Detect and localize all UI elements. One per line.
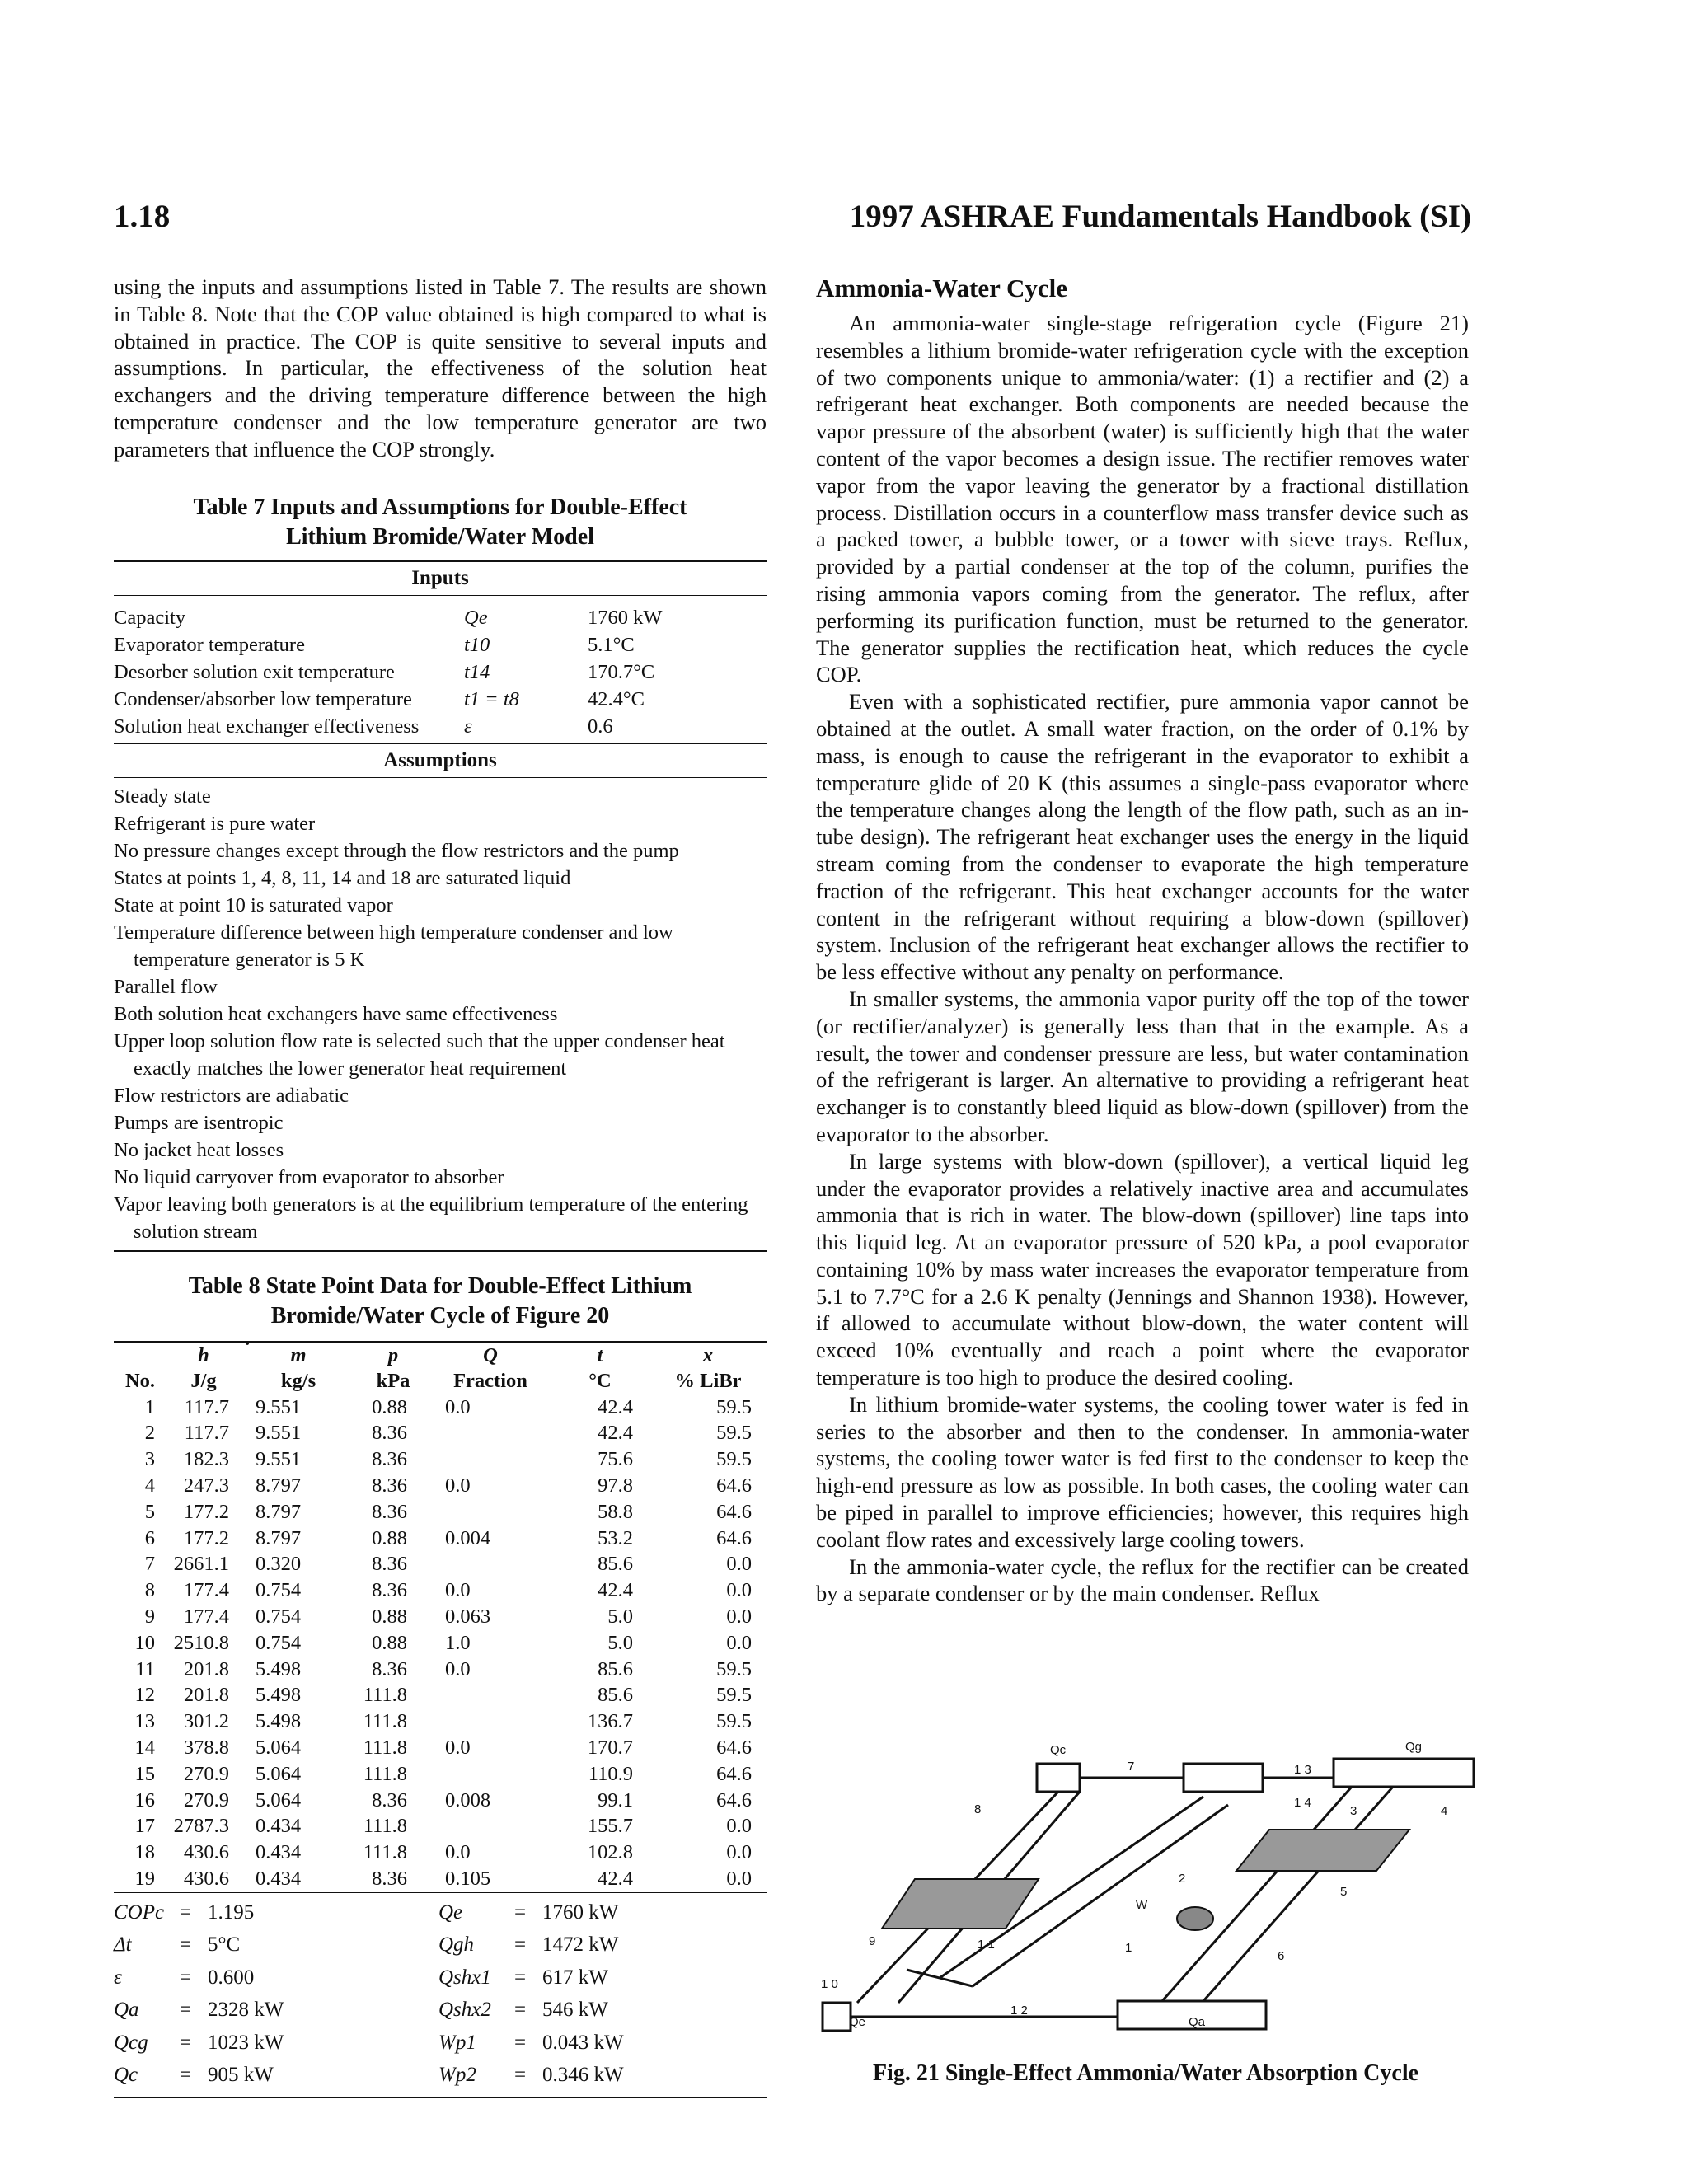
table-cell: 0.0 — [726, 1841, 752, 1864]
summary-equals: = — [180, 2064, 192, 2087]
table-cell: 59.5 — [716, 1448, 752, 1471]
table-cell: 0.105 — [445, 1867, 491, 1890]
body-paragraph: Even with a sophisticated rectifier, pure ammonia vapor cannot be obtained at the outlet. A small water fraction, on the order of 0.1% by mass, is enough to cause the refrigerant in the evaporator to exhibit a temperature glide of 20 K (this assumes a single-pass evaporator where the temperature changes along the length of the flow path, such as an in-tube design). The refrigerant heat exchanger uses the energy in the liquid stream coming from the condenser to evaporate the high temperature fraction of the refrigerant. This heat exchanger accounts for the water content in the refrigerant without requiring a blow-down (spillover) system. Inclusion of the refrigerant heat exchanger allows the rectifier to be less effective without any penalty on performance. — [816, 689, 1469, 985]
table-cell — [430, 1813, 551, 1840]
table-row — [114, 1735, 767, 1761]
assumption-item: Refrigerant is pure water — [114, 812, 316, 835]
label-8: 8 — [974, 1802, 982, 1816]
table-cell: 5 — [144, 1500, 155, 1523]
summary-equals: = — [514, 2064, 527, 2087]
table-cell: 2787.3 — [173, 1815, 229, 1838]
table-cell: 0.320 — [256, 1553, 302, 1576]
table-cell: 0.88 — [372, 1631, 407, 1654]
col-sym: · m — [241, 1343, 356, 1368]
input-symbol: t1 = t8 — [464, 687, 519, 710]
solution-hx-upper — [1236, 1830, 1409, 1871]
table-cell: 0.434 — [256, 1841, 302, 1864]
table-cell: 64.6 — [716, 1788, 752, 1811]
col-unit: % LiBr — [674, 1369, 742, 1392]
table-cell: 97.8 — [598, 1474, 633, 1497]
evaporator-box — [823, 2003, 851, 2031]
table-cell: 117.7 — [184, 1395, 229, 1418]
table-cell: 430.6 — [183, 1841, 229, 1864]
col-sym: h — [198, 1343, 209, 1366]
table-cell: 182.3 — [183, 1448, 229, 1471]
assumption-item: States at points 1, 4, 8, 11, 14 and 18 are saturated liquid — [114, 866, 571, 889]
intro-paragraph: using the inputs and assumptions listed in Table 7. The results are shown in Table 8. Note that the COP value obtained is high compared to what is obtained in practice. The COP is quite sensitive to several inputs and assumptions. In particular, the effectiveness of the solution heat exchangers and the driving temperature difference between the high temperature condenser and the low temperature generator are two parameters that influence the COP strongly. — [114, 274, 767, 462]
pump — [1177, 1907, 1213, 1930]
table-row — [114, 1420, 767, 1446]
table-row — [114, 1499, 767, 1526]
table-cell — [430, 1708, 551, 1735]
table-row — [114, 1708, 767, 1735]
col-unit: kg/s — [280, 1369, 316, 1392]
table-cell: 85.6 — [598, 1684, 633, 1707]
table-cell: 6 — [144, 1526, 155, 1549]
table-cell: 15 — [134, 1762, 155, 1785]
input-row — [114, 686, 767, 713]
table-row — [114, 1446, 767, 1473]
table-cell: 75.6 — [598, 1448, 633, 1471]
col-unit: kPa — [376, 1369, 410, 1392]
table-cell: 0.0 — [445, 1736, 471, 1759]
table-cell: 5.0 — [607, 1605, 633, 1628]
summary-equals: = — [180, 1966, 192, 1989]
table-cell: 177.4 — [183, 1605, 229, 1628]
table-cell: 18 — [134, 1841, 155, 1864]
table-cell: 59.5 — [716, 1684, 752, 1707]
summary-symbol: Wp2 — [438, 2064, 476, 2087]
table-cell: 8.36 — [372, 1500, 407, 1523]
table-cell: 8.36 — [372, 1788, 407, 1811]
table-cell: 378.8 — [183, 1736, 229, 1759]
table-row — [114, 1604, 767, 1630]
table-cell: 8.36 — [372, 1867, 407, 1890]
col-unit: J/g — [190, 1369, 217, 1392]
table-cell: 8.797 — [256, 1526, 302, 1549]
summary-symbol: Qc — [114, 2064, 138, 2087]
results-summary — [114, 1893, 767, 2097]
table-cell: 0.0 — [445, 1841, 471, 1864]
summary-symbol: Qe — [438, 1900, 463, 1924]
state-point-table — [114, 1343, 767, 1893]
label-qc: Qc — [1050, 1743, 1067, 1757]
table-cell: 5.064 — [256, 1762, 302, 1785]
table-row — [114, 1761, 767, 1788]
table-cell: 5.498 — [256, 1684, 302, 1707]
table-cell: 4 — [144, 1474, 155, 1497]
inputs-heading: Inputs — [411, 566, 469, 589]
summary-symbol: Qa — [114, 1999, 139, 2022]
table-cell: 0.88 — [372, 1526, 407, 1549]
summary-equals: = — [180, 1933, 192, 1957]
summary-equals: = — [514, 1999, 527, 2022]
table-cell: 7 — [144, 1553, 155, 1576]
table-cell: 430.6 — [183, 1867, 229, 1890]
input-symbol: ε — [464, 715, 472, 738]
table-cell: 42.4 — [598, 1867, 633, 1890]
table-cell — [430, 1420, 551, 1446]
input-label: Solution heat exchanger effectiveness — [114, 715, 420, 738]
summary-value: 905 kW — [208, 2064, 274, 2087]
table-cell: 0.754 — [256, 1605, 302, 1628]
summary-value: 0.043 kW — [542, 2031, 624, 2054]
table-cell: 0.88 — [372, 1605, 407, 1628]
table-cell: 170.7 — [587, 1736, 633, 1759]
table-cell: 5.0 — [607, 1631, 633, 1654]
running-title: 1997 ASHRAE Fundamentals Handbook (SI) — [849, 199, 1471, 234]
table-cell — [430, 1761, 551, 1788]
label-6: 6 — [1278, 1949, 1285, 1963]
assumption-item: Upper loop solution flow rate is selected such that the upper condenser heat exactly matches the lower generator heat requirement — [114, 1029, 725, 1080]
body-paragraph: In large systems with blow-down (spillover), a vertical liquid leg under the evaporator provides a relatively inactive area and accumulates ammonia that is rich in water. The blow-down (spillover) line taps into this liquid leg. At an evaporator pressure of 520 kPa, a pool evaporator containing 10% by mass water increases the evaporator temperature from 5.1 to 7.7°C for a 2.6 K penalty (Jennings and Shannon 1938). However, if allowed to accumulate without blow-down, the water content will exceed 10% eventually and reach a point where the evaporator temperature is too high to produce the desired cooling. — [816, 1148, 1469, 1390]
table-cell: 59.5 — [716, 1657, 752, 1680]
summary-equals: = — [514, 2031, 527, 2054]
assumption-item: No pressure changes except through the flow restrictors and the pump — [114, 839, 679, 862]
table-cell: 111.8 — [363, 1684, 407, 1707]
table-cell: 111.8 — [363, 1841, 407, 1864]
table-cell: 0.0 — [726, 1815, 752, 1838]
table-cell: 3 — [144, 1448, 155, 1471]
summary-equals: = — [180, 1999, 192, 2022]
label-5: 5 — [1340, 1885, 1348, 1899]
label-10: 1 0 — [821, 1977, 838, 1991]
summary-value: 617 kW — [542, 1966, 608, 1989]
label-7: 7 — [1128, 1760, 1135, 1774]
table-cell: 0.754 — [256, 1579, 302, 1602]
summary-equals: = — [514, 1933, 527, 1957]
table-cell: 9 — [144, 1605, 155, 1628]
table-cell: 9.551 — [256, 1395, 302, 1418]
table-row — [114, 1682, 767, 1708]
summary-value: 0.600 — [208, 1966, 255, 1989]
table-cell: 8 — [144, 1579, 155, 1602]
table-cell: 2510.8 — [173, 1631, 229, 1654]
table-cell: 10 — [134, 1631, 155, 1654]
table-cell: 0.0 — [726, 1867, 752, 1890]
label-11: 1 1 — [978, 1938, 995, 1952]
table-cell: 2 — [144, 1422, 155, 1445]
table-cell: 0.434 — [256, 1867, 302, 1890]
assumption-item: Temperature difference between high temperature condenser and low temperature generator is 5 K — [114, 921, 673, 971]
input-value: 42.4°C — [588, 687, 645, 710]
assumption-item: Steady state — [114, 785, 211, 808]
summary-value: 0.346 kW — [542, 2064, 624, 2087]
table-cell: 8.36 — [372, 1579, 407, 1602]
label-qg: Qg — [1405, 1740, 1423, 1754]
assumptions-heading: Assumptions — [383, 748, 497, 771]
table-cell: 5.064 — [256, 1788, 302, 1811]
table-cell: 0.434 — [256, 1815, 302, 1838]
table-cell: 58.8 — [598, 1500, 633, 1523]
summary-value: 1023 kW — [208, 2031, 284, 2054]
table-cell: 64.6 — [716, 1500, 752, 1523]
table-cell: 111.8 — [363, 1762, 407, 1785]
page-number: 1.18 — [114, 199, 171, 234]
summary-value: 1472 kW — [542, 1933, 619, 1957]
table-cell: 0.004 — [445, 1526, 491, 1549]
table-cell — [430, 1682, 551, 1708]
table-cell: 12 — [134, 1684, 155, 1707]
table-cell: 5.498 — [256, 1657, 302, 1680]
summary-symbol: Qshx1 — [438, 1966, 491, 1989]
col-unit: Fraction — [453, 1369, 528, 1392]
table-cell: 201.8 — [183, 1657, 229, 1680]
assumptions-list — [114, 778, 767, 1250]
table-cell: 102.8 — [587, 1841, 633, 1864]
summary-symbol: Qgh — [438, 1933, 475, 1957]
table-cell: 5.498 — [256, 1710, 302, 1733]
table-cell: 42.4 — [598, 1579, 633, 1602]
table-cell: 111.8 — [363, 1815, 407, 1838]
table-cell: 117.7 — [184, 1422, 229, 1445]
table-cell: 85.6 — [598, 1657, 633, 1680]
summary-value: 546 kW — [542, 1999, 608, 2022]
body-paragraph: In the ammonia-water cycle, the reflux for the rectifier can be created by a separate condenser or by the main condenser. Reflux — [816, 1554, 1469, 1606]
table-cell: 0.063 — [445, 1605, 491, 1628]
assumption-item: Both solution heat exchangers have same effectiveness — [114, 1002, 558, 1025]
table-cell: 270.9 — [183, 1762, 229, 1785]
table-cell — [430, 1446, 551, 1473]
label-14: 1 4 — [1294, 1796, 1311, 1810]
section-heading: Ammonia-Water Cycle — [816, 274, 1068, 302]
assumption-item: Flow restrictors are adiabatic — [114, 1084, 349, 1107]
table-cell: 8.797 — [256, 1500, 302, 1523]
table-cell: 177.4 — [183, 1579, 229, 1602]
table-cell: 64.6 — [716, 1736, 752, 1759]
col-unit: No. — [124, 1369, 156, 1392]
refrigerant-hx-box — [1184, 1764, 1263, 1792]
table-row — [114, 1788, 767, 1814]
assumption-item: Pumps are isentropic — [114, 1111, 284, 1134]
table-cell: 111.8 — [363, 1736, 407, 1759]
summary-value: 2328 kW — [208, 1999, 284, 2022]
label-4: 4 — [1441, 1804, 1448, 1818]
table-cell: 0.0 — [726, 1631, 752, 1654]
input-label: Capacity — [114, 606, 186, 629]
table-cell: 247.3 — [183, 1474, 229, 1497]
summary-value: 5°C — [208, 1933, 241, 1957]
col-sym: t — [597, 1343, 603, 1366]
table-cell: 59.5 — [716, 1710, 752, 1733]
label-1: 1 — [1125, 1941, 1132, 1955]
label-12: 1 2 — [1010, 2004, 1028, 2018]
label-qa: Qa — [1189, 2015, 1206, 2029]
table7-caption: Table 7 Inputs and Assumptions for Double-Effect — [193, 494, 687, 520]
table-cell: 2661.1 — [173, 1553, 229, 1576]
table-cell: 8.36 — [372, 1657, 407, 1680]
table-cell: 9.551 — [256, 1422, 302, 1445]
table-cell: 8.797 — [256, 1474, 302, 1497]
table-cell: 0.0 — [445, 1474, 471, 1497]
table-cell: 270.9 — [183, 1788, 229, 1811]
col-sym: p — [387, 1343, 399, 1366]
summary-symbol: Qcg — [114, 2031, 148, 2054]
table8-bottom-rule — [114, 2097, 767, 2098]
table-cell: 0.0 — [726, 1579, 752, 1602]
table-row — [114, 1526, 767, 1552]
col-sym: Q — [483, 1343, 498, 1366]
input-symbol: t14 — [464, 660, 490, 683]
table7-caption-line2: Lithium Bromide/Water Model — [286, 523, 594, 550]
label-13: 1 3 — [1294, 1763, 1311, 1777]
inputs-list — [114, 596, 767, 740]
summary-equals: = — [180, 1900, 192, 1924]
table-cell: 0.0 — [445, 1657, 471, 1680]
table-cell: 301.2 — [183, 1710, 229, 1733]
generator-box — [1334, 1759, 1474, 1787]
table-cell: 8.36 — [372, 1474, 407, 1497]
assumption-item: Vapor leaving both generators is at the equilibrium temperature of the entering solution stream — [114, 1193, 748, 1243]
col-sym: x — [702, 1343, 714, 1366]
input-label: Condenser/absorber low temperature — [114, 687, 412, 710]
table-cell — [430, 1499, 551, 1526]
assumption-item: Parallel flow — [114, 975, 218, 998]
absorption-cycle-diagram — [816, 1739, 1475, 2036]
table-cell: 0.008 — [445, 1788, 491, 1811]
input-row — [114, 631, 767, 658]
summary-symbol: ε — [114, 1966, 122, 1989]
table-cell: 13 — [134, 1710, 155, 1733]
table-cell: 42.4 — [598, 1422, 633, 1445]
label-2: 2 — [1179, 1872, 1186, 1886]
table-cell: 136.7 — [587, 1710, 633, 1733]
summary-value: 1760 kW — [542, 1900, 619, 1924]
input-label: Desorber solution exit temperature — [114, 660, 395, 683]
table-cell: 85.6 — [598, 1553, 633, 1576]
table-cell: 0.754 — [256, 1631, 302, 1654]
table-cell: 64.6 — [716, 1762, 752, 1785]
table-row — [114, 1473, 767, 1499]
label-3: 3 — [1350, 1804, 1357, 1818]
table8-unit-row — [114, 1368, 767, 1394]
table8-caption-line2: Bromide/Water Cycle of Figure 20 — [270, 1302, 610, 1329]
table-cell: 0.0 — [726, 1605, 752, 1628]
summary-equals: = — [514, 1900, 527, 1924]
summary-equals: = — [180, 2031, 192, 2054]
table8-caption: Table 8 State Point Data for Double-Effect Lithium — [188, 1272, 692, 1299]
summary-value: 1.195 — [208, 1900, 255, 1924]
table-cell: 0.0 — [445, 1579, 471, 1602]
input-value: 0.6 — [588, 715, 613, 738]
col-unit: °C — [588, 1369, 612, 1392]
body-text — [816, 310, 1469, 1607]
input-value: 1760 kW — [588, 606, 663, 629]
table-cell: 155.7 — [587, 1815, 633, 1838]
table-row — [114, 1630, 767, 1657]
table-cell: 99.1 — [598, 1788, 633, 1811]
table-cell: 1.0 — [445, 1631, 471, 1654]
table-row — [114, 1866, 767, 1892]
summary-symbol: Δt — [114, 1933, 132, 1957]
table-cell: 59.5 — [716, 1395, 752, 1418]
input-row — [114, 658, 767, 686]
table-cell: 1 — [144, 1395, 155, 1418]
table-cell: 177.2 — [183, 1526, 229, 1549]
table-cell: 0.0 — [445, 1395, 471, 1418]
assumption-item: No liquid carryover from evaporator to absorber — [114, 1165, 504, 1188]
input-row — [114, 604, 767, 631]
table8-symbol-row — [114, 1343, 767, 1368]
table-cell: 42.4 — [598, 1395, 633, 1418]
condenser-box — [1037, 1764, 1080, 1792]
body-paragraph: In lithium bromide-water systems, the cooling tower water is fed in series to the absorber and then to the condenser. In ammonia-water systems, the cooling tower water is fed first to the condenser to keep the high-end pressure as low as possible. In both cases, the cooling water can be piped in parallel to improve efficiencies; however, this requires high coolant flow rates and excessively large cooling towers. — [816, 1391, 1469, 1552]
table-cell: 201.8 — [183, 1684, 229, 1707]
input-label: Evaporator temperature — [114, 633, 305, 656]
table-cell: 111.8 — [363, 1710, 407, 1733]
table-cell: 53.2 — [598, 1526, 633, 1549]
table-row — [114, 1813, 767, 1840]
table-row — [114, 1394, 767, 1420]
input-symbol: t10 — [464, 633, 490, 656]
summary-symbol: COPc — [114, 1900, 165, 1924]
table-cell — [430, 1551, 551, 1577]
table-cell: 177.2 — [183, 1500, 229, 1523]
body-paragraph: An ammonia-water single-stage refrigeration cycle (Figure 21) resembles a lithium bromide-water refrigeration cycle with the exception of two components unique to ammonia/water: (1) a rectifier and (2) a refrigerant heat exchanger. Both components are needed because the vapor pressure of the absorbent (water) is sufficiently high that the water content of the vapor becomes a design issue. The rectifier removes water vapor from the vapor leaving the generator by a fractional distillation process. Distillation occurs in a counterflow mass transfer device such as a packed tower, a bubble tower, or a tower with sieve trays. Reflux, provided by a partial condenser at the top of the column, purifies the rising ammonia vapors coming from the generator. The reflux, after performing its purification function, must be returned to the generator. The generator supplies the rectification heat, which reduces the cycle COP. — [816, 311, 1469, 687]
table-cell: 8.36 — [372, 1448, 407, 1471]
label-w: W — [1136, 1898, 1148, 1912]
input-value: 5.1°C — [588, 633, 635, 656]
solution-hx-lower — [882, 1879, 1039, 1929]
label-qe: Qe — [849, 2015, 866, 2029]
table-cell: 59.5 — [716, 1422, 752, 1445]
table-row — [114, 1551, 767, 1577]
figure-caption: Fig. 21 Single-Effect Ammonia/Water Absorption Cycle — [872, 2060, 1419, 2086]
table-cell: 64.6 — [716, 1474, 752, 1497]
table-cell: 5.064 — [256, 1736, 302, 1759]
summary-equals: = — [514, 1966, 527, 1989]
input-value: 170.7°C — [588, 660, 655, 683]
table-cell: 0.88 — [372, 1395, 407, 1418]
input-symbol: Qe — [464, 606, 488, 629]
table-cell: 16 — [134, 1788, 155, 1811]
body-paragraph: In smaller systems, the ammonia vapor purity off the top of the tower (or rectifier/analyzer) is generally less than that in the example. As a result, the tower and condenser pressure are less, but water contamination of the refrigerant is larger. An alternative to providing a refrigerant heat exchanger is to constantly bleed liquid as blow-down (spillover) from the evaporator to the absorber. — [816, 986, 1469, 1146]
table-cell: 19 — [134, 1867, 155, 1890]
table-cell: 14 — [134, 1736, 155, 1759]
label-9: 9 — [869, 1934, 876, 1948]
table-cell: 110.9 — [588, 1762, 633, 1785]
table-row — [114, 1840, 767, 1866]
summary-symbol: Wp1 — [438, 2031, 476, 2054]
table-cell: 11 — [135, 1657, 155, 1680]
assumption-item: State at point 10 is saturated vapor — [114, 893, 393, 916]
table-cell: 17 — [134, 1815, 155, 1838]
table-cell: 64.6 — [716, 1526, 752, 1549]
left-column — [114, 274, 767, 2098]
summary-symbol: Qshx2 — [438, 1999, 491, 2022]
table-cell: 0.0 — [726, 1553, 752, 1576]
table-row — [114, 1577, 767, 1604]
right-column — [816, 274, 1469, 1607]
table-row — [114, 1657, 767, 1683]
table-cell: 9.551 — [256, 1448, 302, 1471]
assumption-item: No jacket heat losses — [114, 1138, 284, 1161]
table-cell: 8.36 — [372, 1553, 407, 1576]
input-row — [114, 713, 767, 740]
table-cell: 8.36 — [372, 1422, 407, 1445]
